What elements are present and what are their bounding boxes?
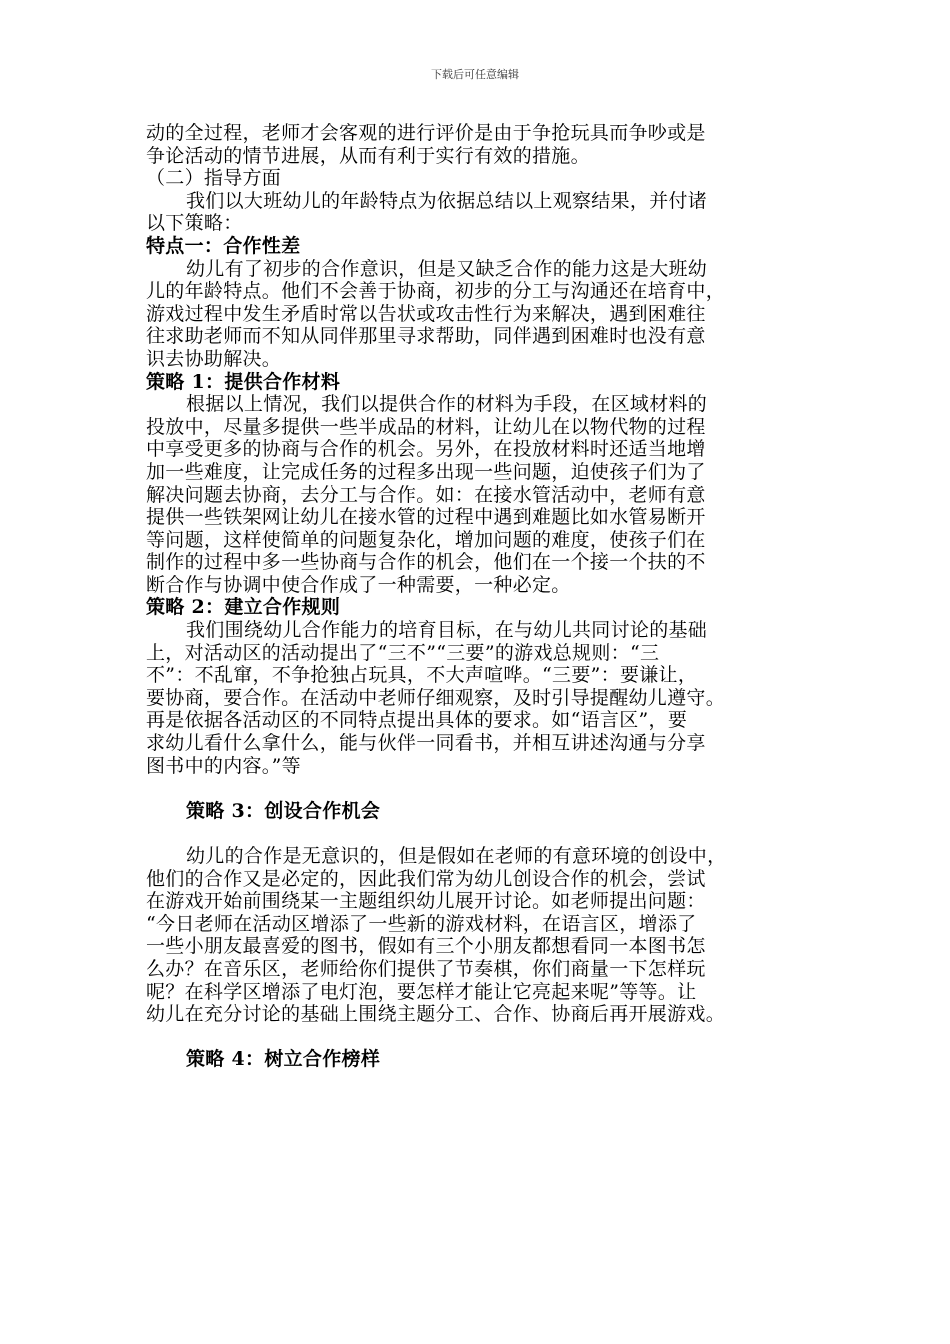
text-line: 再是依据各活动区的不同特点提出具体的要求。如“语言区”，要: [146, 709, 688, 732]
blank-line: [146, 822, 810, 845]
text-line: 幼儿的合作是无意识的，但是假如在老师的有意环境的创设中，: [186, 845, 727, 867]
text-line: 中享受更多的协商与合作的机会。另外，在投放材料时还适当地增: [146, 438, 706, 461]
text-line: （二）指导方面: [146, 167, 282, 190]
text-line: “今日老师在活动区增添了一些新的游戏材料，在语言区，增添了: [146, 912, 697, 935]
text-line: 加一些难度，让完成任务的过程多出现一些问题，迫使孩子们为了: [146, 460, 706, 483]
text-line: 我们围绕幼儿合作能力的培育目标，在与幼儿共同讨论的基础: [186, 619, 708, 642]
page-header: 下载后可任意编辑: [431, 68, 519, 81]
text-line: 要协商，要合作。在活动中老师仔细观察，及时引导提醒幼儿遵守。: [146, 686, 726, 709]
text-line: 幼儿在充分讨论的基础上围绕主题分工、合作、协商后再开展游戏。: [146, 1003, 726, 1026]
section-heading: 策略 1：提供合作材料: [146, 370, 341, 393]
text-line: 不”：不乱窜，不争抢独占玩具，不大声喧哗。“三要”：要谦让，: [146, 664, 698, 687]
text-line: 争论活动的情节进展，从而有利于实行有效的措施。: [146, 144, 590, 167]
text-line: 制作的过程中多一些协商与合作的机会，他们在一个接一个扶的不: [146, 551, 706, 574]
section-heading: 策略 4：树立合作榜样: [186, 1048, 381, 1071]
text-line: 么办？在音乐区，老师给你们提供了节奏棋，你们商量一下怎样玩: [146, 957, 706, 980]
text-line: 儿的年龄特点。他们不会善于协商，初步的分工与沟通还在培育中，: [146, 280, 726, 303]
text-line: 幼儿有了初步的合作意识，但是又缺乏合作的能力这是大班幼: [186, 257, 708, 280]
text-line: 断合作与协调中使合作成了一种需要，一种必定。: [146, 573, 571, 596]
text-line: 根据以上情况，我们以提供合作的材料为手段，在区域材料的: [186, 393, 708, 416]
text-line: 一些小朋友最喜爱的图书，假如有三个小朋友都想看同一本图书怎: [146, 935, 706, 958]
text-line: 识去协助解决。: [146, 347, 282, 370]
text-line: 图书中的内容。”等: [146, 754, 301, 777]
text-line: 动的全过程，老师才会客观的进行评价是由于争抢玩具而争吵或是: [146, 122, 706, 144]
section-heading: 特点一：合作性差: [146, 234, 301, 257]
text-line: 等问题，这样使简单的问题复杂化，增加问题的难度，使孩子们在: [146, 528, 706, 551]
text-line: 呢？在科学区增添了电灯泡，要怎样才能让它亮起来呢”等等。让: [146, 980, 697, 1003]
blank-line: [146, 1026, 810, 1049]
text-line: 求幼儿看什么拿什么，能与伙伴一同看书，并相互讲述沟通与分享: [146, 732, 706, 755]
text-line: 他们的合作又是必定的，因此我们常为幼儿创设合作的机会，尝试: [146, 867, 706, 890]
text-line: 游戏过程中发生矛盾时常以告状或攻击性行为来解决，遇到困难往: [146, 302, 706, 325]
blank-line: [146, 777, 810, 800]
text-line: 我们以大班幼儿的年龄特点为依据总结以上观察结果，并付诸: [186, 189, 708, 212]
document-body: [146, 122, 810, 1071]
text-line: 提供一些铁架网让幼儿在接水管的过程中遇到难题比如水管易断开: [146, 506, 706, 529]
text-line: 在游戏开始前围绕某一主题组织幼儿展开讨论。如老师提出问题：: [146, 890, 706, 913]
text-line: 以下策略：: [146, 212, 243, 235]
text-line: 上，对活动区的活动提出了“三不”“三要”的游戏总规则：“三: [146, 641, 660, 664]
section-heading: 策略 3：创设合作机会: [186, 799, 381, 822]
section-heading: 策略 2：建立合作规则: [146, 596, 341, 619]
text-line: 解决问题去协商，去分工与合作。如：在接水管活动中，老师有意: [146, 483, 706, 506]
text-line: 往求助老师而不知从同伴那里寻求帮助，同伴遇到困难时也没有意: [146, 325, 706, 348]
text-line: 投放中，尽量多提供一些半成品的材料，让幼儿在以物代物的过程: [146, 415, 706, 438]
